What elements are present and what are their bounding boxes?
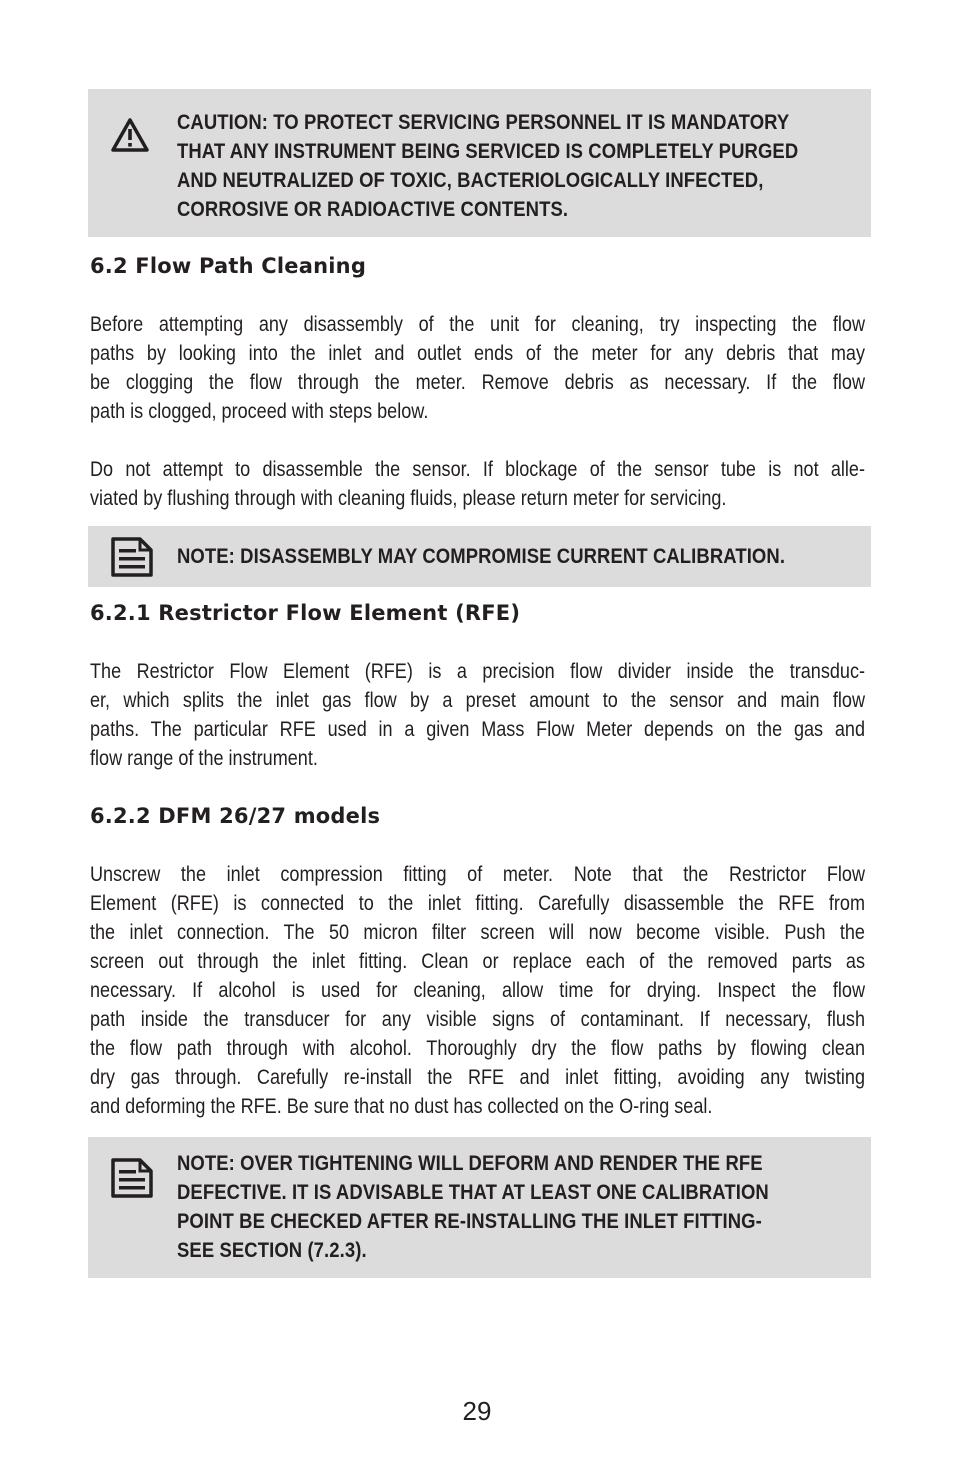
text-line: The Restrictor Flow Element (RFE) is a precision flow divider inside the transduc- (90, 659, 865, 683)
caution-box (88, 89, 871, 237)
text-line: Before attempting any disassembly of the unit for cleaning, try inspecting the flow (90, 312, 865, 336)
text-line: paths. The particular RFE used in a given Mass Flow Meter depends on the gas and (90, 717, 865, 741)
note-icon (110, 536, 154, 583)
paragraph (90, 657, 865, 773)
paragraph (90, 860, 865, 1121)
text-line: the inlet connection. The 50 micron filter screen will now become visible. Push the (90, 920, 865, 944)
text-line: necessary. If alcohol is used for cleaning, allow time for drying. Inspect the flow (90, 978, 865, 1002)
text-line: paths by looking into the inlet and outlet ends of the meter for any debris that may (90, 341, 865, 365)
text-line: screen out through the inlet fitting. Clean or replace each of the removed parts as (90, 949, 865, 973)
text-line: dry gas through. Carefully re-install the RFE and inlet fitting, avoiding any twisting (90, 1065, 865, 1089)
note-box (88, 1137, 871, 1278)
warning-triangle-icon (110, 117, 150, 158)
note-text: NOTE: DISASSEMBLY MAY COMPROMISE CURRENT CALIBRATION. (177, 545, 786, 568)
text-line: Do not attempt to disassemble the sensor. If blockage of the sensor tube is not alle- (90, 457, 865, 481)
text-line: path is clogged, proceed with steps below. (90, 399, 429, 423)
paragraph (90, 455, 865, 513)
note-box (88, 526, 871, 587)
note-text: NOTE: OVER TIGHTENING WILL DEFORM AND RENDER THE RFE DEFECTIVE. IT IS ADVISABLE THAT AT LEAST ONE CALIBRATION POINT BE CHECKED AFTER RE-INSTALLING THE INLET FITTING- SEE SECTION (7.2.3). (177, 1152, 769, 1262)
note-icon (110, 1157, 154, 1204)
text-line: flow range of the instrument. (90, 746, 318, 770)
page-number: 29 (462, 1396, 492, 1426)
text-line: be clogging the flow through the meter. Remove debris as necessary. If the flow (90, 370, 865, 394)
text-line: Element (RFE) is connected to the inlet fitting. Carefully disassemble the RFE from (90, 891, 865, 915)
text-line: the flow path through with alcohol. Thoroughly dry the flow paths by flowing clean (90, 1036, 865, 1060)
text-line: er, which splits the inlet gas flow by a preset amount to the sensor and main flow (90, 688, 865, 712)
section-heading: 6.2 Flow Path Cleaning (90, 254, 367, 278)
paragraph (90, 310, 865, 426)
text-line: and deforming the RFE. Be sure that no dust has collected on the O-ring seal. (90, 1094, 713, 1118)
section-heading: 6.2.2 DFM 26/27 models (90, 804, 381, 828)
text-line: Unscrew the inlet compression fitting of meter. Note that the Restrictor Flow (90, 862, 865, 886)
text-line: path inside the transducer for any visible signs of contaminant. If necessary, flush (90, 1007, 865, 1031)
caution-text: CAUTION: TO PROTECT SERVICING PERSONNEL IT IS MANDATORY THAT ANY INSTRUMENT BEING SERVICED IS COMPLETELY PURGED AND NEUTRALIZED OF TOXIC, BACTERIOLOGICALLY INFECTED, CORROSIVE OR RADIOACTIVE CONTENTS. (177, 111, 799, 221)
text-line: viated by flushing through with cleaning fluids, please return meter for servicing. (90, 486, 727, 510)
section-heading: 6.2.1 Restrictor Flow Element (RFE) (90, 601, 521, 625)
